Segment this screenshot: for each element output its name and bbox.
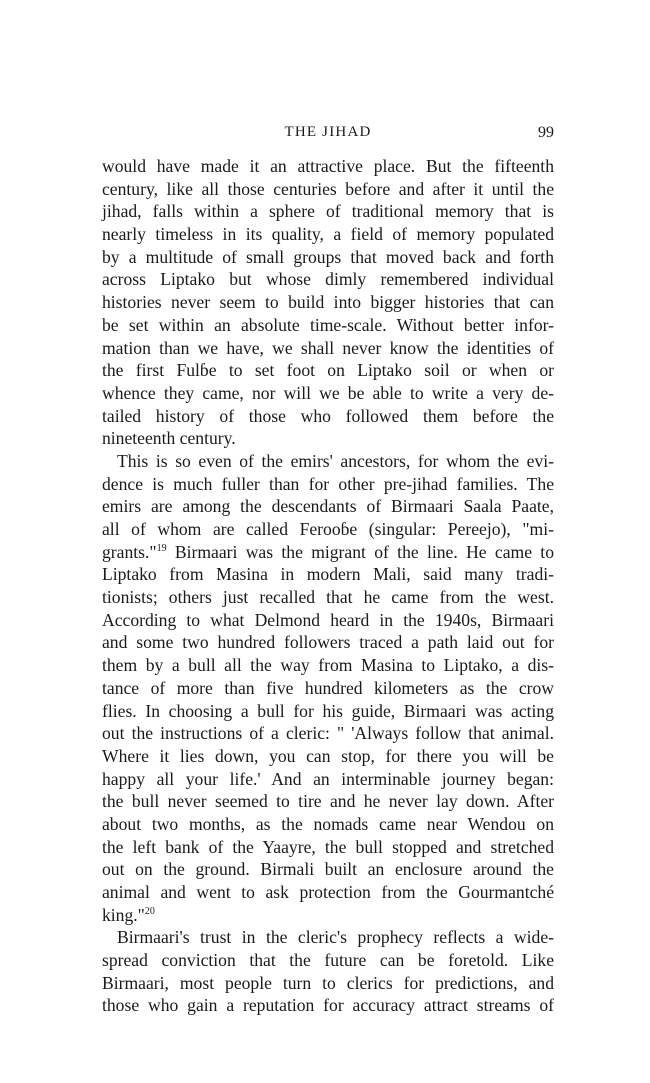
text-line: tionists; others just recalled that he came from the west. xyxy=(102,587,554,608)
text-line: about two months, as the nomads came near Wendou on xyxy=(102,813,554,834)
text-line: Birmaari's trust in the cleric's prophecy reflects a wide- xyxy=(117,927,554,948)
text-line: and some two hundred followers traced a path laid out for xyxy=(102,632,554,653)
paragraph-2 xyxy=(102,450,554,926)
text-line: happy all your life.' And an interminable journey began: xyxy=(102,768,554,789)
text-line: by a multitude of small groups that moved back and forth xyxy=(102,246,554,267)
text-line: mation than we have, we shall never know the identities of xyxy=(102,337,554,358)
body-text xyxy=(102,155,554,1017)
text-line: those who gain a reputation for accuracy attract streams of xyxy=(102,995,554,1016)
text-line-with-footnote xyxy=(102,541,554,564)
text-segment: king." xyxy=(102,904,145,925)
text-line: the bull never seemed to tire and he never lay down. After xyxy=(102,791,554,812)
running-title: THE JIHAD xyxy=(284,124,372,140)
text-line: emirs are among the descendants of Birmaari Saala Paate, xyxy=(102,496,554,517)
text-segment: Birmaari was the migrant of the line. He came to xyxy=(166,541,554,562)
text-segment: grants." xyxy=(102,541,157,562)
text-line: nineteenth century. xyxy=(102,428,236,449)
text-line: histories never seem to build into bigger histories that can xyxy=(102,292,554,313)
text-line: Where it lies down, you can stop, for there you will be xyxy=(102,745,554,766)
text-line: According to what Delmond heard in the 1940s, Birmaari xyxy=(102,609,554,630)
text-line: This is so even of the emirs' ancestors, for whom the evi- xyxy=(117,450,554,471)
text-line: spread conviction that the future can be foretold. Like xyxy=(102,950,554,971)
text-line: Liptako from Masina in modern Mali, said many tradi- xyxy=(102,564,554,585)
text-line: tailed history of those who followed them before the xyxy=(102,405,554,426)
text-line: the first Fulɓe to set foot on Liptako soil or when or xyxy=(102,360,554,381)
text-line: them by a bull all the way from Masina to Liptako, a dis- xyxy=(102,655,554,676)
text-line: would have made it an attractive place. But the fifteenth xyxy=(102,156,554,176)
footnote-marker-19: 19 xyxy=(156,542,167,554)
text-line-with-footnote xyxy=(102,904,554,927)
running-head xyxy=(102,124,554,146)
text-line: tance of more than five hundred kilometers as the crow xyxy=(102,677,554,698)
paragraph-3 xyxy=(102,926,554,1017)
page-number: 99 xyxy=(538,124,554,141)
text-line: dence is much fuller than for other pre-jihad families. The xyxy=(102,473,554,494)
text-line: flies. In choosing a bull for his guide, Birmaari was acting xyxy=(102,700,554,721)
text-line: Birmaari, most people turn to clerics for predictions, and xyxy=(102,972,554,993)
text-line: across Liptako but whose dimly remembered individual xyxy=(102,269,554,290)
text-line: out on the ground. Birmali built an enclosure around the xyxy=(102,859,554,880)
text-line: jihad, falls within a sphere of traditional memory that is xyxy=(102,201,554,222)
footnote-marker-20: 20 xyxy=(144,905,155,917)
text-line: whence they came, nor will we be able to write a very de- xyxy=(102,382,554,403)
text-line: century, like all those centuries before and after it until the xyxy=(102,178,554,199)
text-line: be set within an absolute time-scale. Without better infor- xyxy=(102,314,554,335)
text-line: nearly timeless in its quality, a field of memory populated xyxy=(102,224,554,245)
text-line: the left bank of the Yaayre, the bull stopped and stretched xyxy=(102,836,554,857)
text-line: animal and went to ask protection from the Gourmantché xyxy=(102,882,554,902)
paragraph-1 xyxy=(102,155,554,450)
text-line: out the instructions of a cleric: " 'Always follow that animal. xyxy=(102,723,554,744)
text-line: all of whom are called Ferooɓe (singular: Pereejo), "mi- xyxy=(102,519,554,539)
